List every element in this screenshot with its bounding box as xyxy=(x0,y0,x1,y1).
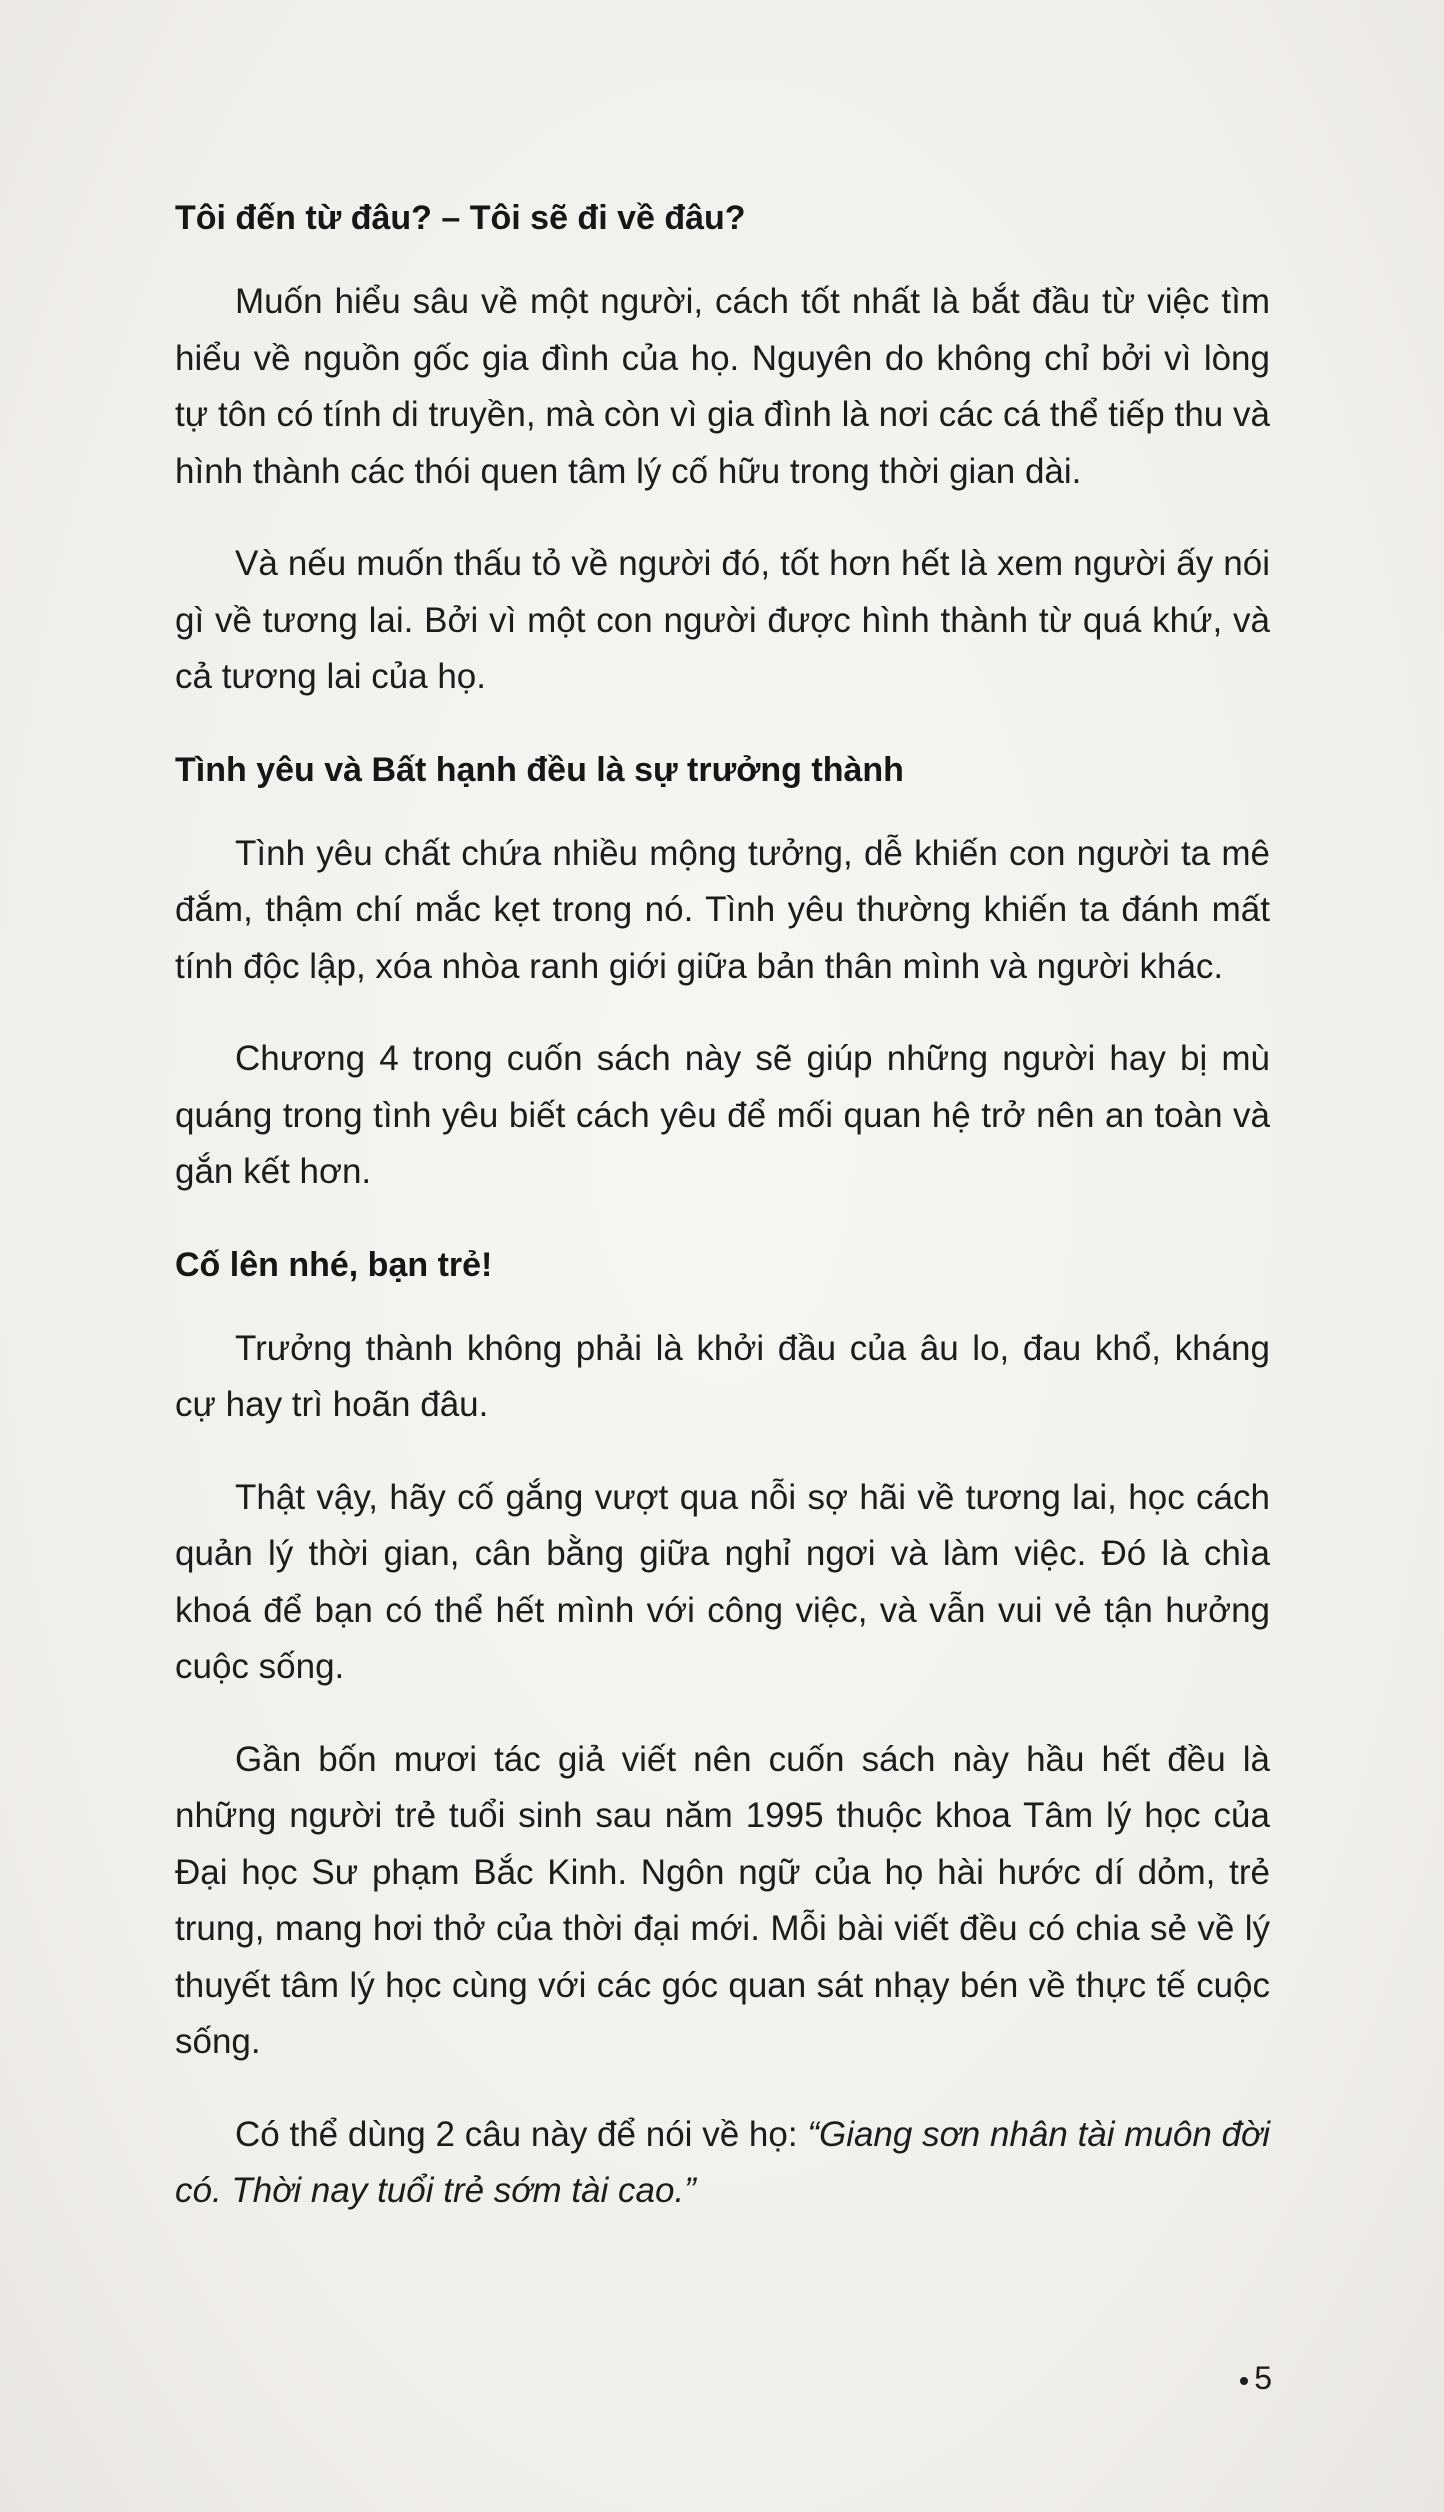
section-heading-love: Tình yêu và Bất hạnh đều là sự trưởng thành xyxy=(175,750,904,789)
page-number xyxy=(1240,2360,1272,2397)
bullet-dot-icon xyxy=(1240,2377,1248,2385)
page-content xyxy=(175,190,1270,2220)
paragraph-closing xyxy=(175,2107,1270,2220)
section-heading-cheer: Cố lên nhé, bạn trẻ! xyxy=(175,1245,493,1284)
paragraph-origin-1: Muốn hiểu sâu về một người, cách tốt nhất là bắt đầu từ việc tìm hiểu về nguồn gốc gia đình của họ. Nguyên do không chỉ bởi vì lòng tự tôn có tính di truyền, mà còn vì gia đình là nơi các cá thể tiếp thu và hình thành các thói quen tâm lý cố hữu trong thời gian dài. xyxy=(175,282,1270,491)
closing-quote: “Giang sơn nhân tài muôn đời có. Thời nay tuổi trẻ sớm tài cao.” xyxy=(175,2114,1270,2210)
paragraph-love-1: Tình yêu chất chứa nhiều mộng tưởng, dễ khiến con người ta mê đắm, thậm chí mắc kẹt trong nó. Tình yêu thường khiến ta đánh mất tính độc lập, xóa nhòa ranh giới giữa bản thân mình và người khác. xyxy=(175,833,1270,986)
paragraph-cheer-3: Gần bốn mươi tác giả viết nên cuốn sách này hầu hết đều là những người trẻ tuổi sinh sau năm 1995 thuộc khoa Tâm lý học của Đại học Sư phạm Bắc Kinh. Ngôn ngữ của họ hài hước dí dỏm, trẻ trung, mang hơi thở của thời đại mới. Mỗi bài viết đều có chia sẻ về lý thuyết tâm lý học cùng với các góc quan sát nhạy bén về thực tế cuộc sống. xyxy=(175,1739,1270,2061)
paragraph-love-2: Chương 4 trong cuốn sách này sẽ giúp những người hay bị mù quáng trong tình yêu biết cách yêu để mối quan hệ trở nên an toàn và gắn kết hơn. xyxy=(175,1039,1270,1191)
closing-lead: Có thể dùng 2 câu này để nói về họ: xyxy=(235,2114,808,2154)
section-heading-origin: Tôi đến từ đâu? – Tôi sẽ đi về đâu? xyxy=(175,199,746,237)
paragraph-cheer-1: Trưởng thành không phải là khởi đầu của âu lo, đau khổ, kháng cự hay trì hoãn đâu. xyxy=(175,1328,1270,1424)
paragraph-origin-2: Và nếu muốn thấu tỏ về người đó, tốt hơn hết là xem người ấy nói gì về tương lai. Bởi vì một con người được hình thành từ quá khứ, và cả tương lai của họ. xyxy=(175,544,1270,696)
paragraph-cheer-2: Thật vậy, hãy cố gắng vượt qua nỗi sợ hãi về tương lai, học cách quản lý thời gian, cân bằng giữa nghỉ ngơi và làm việc. Đó là chìa khoá để bạn có thể hết mình với công việc, và vẫn vui vẻ tận hưởng cuộc sống. xyxy=(175,1477,1270,1686)
page-number-value: 5 xyxy=(1254,2360,1272,2396)
